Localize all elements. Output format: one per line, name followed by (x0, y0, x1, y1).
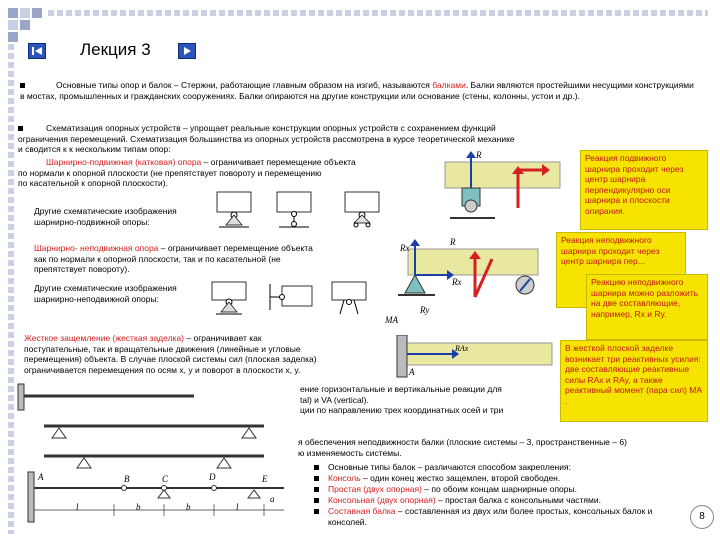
fixed-hinge-other-2: шарнирно-неподвижной опоры: (34, 293, 159, 304)
static-note (298, 437, 708, 458)
variant-3 (345, 192, 379, 227)
fixed-hinge-other-caption (34, 283, 177, 304)
movable-other-1: Другие схематические изображения (34, 206, 177, 216)
dim-label-a: a (270, 494, 275, 504)
dim-label-l1: l (76, 502, 79, 512)
clamp-text (24, 333, 379, 375)
list-item: Консоль – один конец жестко защемлен, второй свободен. (314, 473, 684, 484)
clamp-label: Жесткое защемление (жесткая заделка) (24, 333, 184, 343)
intro-term: балками (432, 80, 466, 90)
clamp-desc-1: – ограничивает как (186, 333, 262, 343)
schema-line-2: ограничения перемещений. Схематизация большинства из опорных устройств рассмотрена в курсе теоретической механике (18, 133, 515, 144)
list-item: Составная балка – составленная из двух или более простых, консольных балок и консолей. (314, 506, 684, 528)
movable-desc-1: – ограничивает перемещение объекта (203, 157, 356, 167)
fixed-hinge-diagram (380, 235, 550, 330)
beam-label-B: B (124, 474, 130, 484)
prev-arrow-icon (29, 44, 45, 58)
prev-slide-button[interactable] (28, 43, 46, 59)
clamp-reaction-note: В жесткой плоской заделке возникает три реактивных усилия: две составляющие реактивные силы RAx и RAy, а также реактивный момент (пара сил) MA . (560, 340, 708, 422)
beam-label-E: E (262, 474, 268, 484)
list-item: Основные типы балок – различаются способом закрепления: (314, 462, 684, 473)
beam-label-C: C (162, 474, 169, 484)
movable-desc-2: по нормали к опорной плоскости (не препятствует повороту и перемещению (18, 167, 322, 178)
next-slide-button[interactable] (178, 43, 196, 59)
fixed-variant-1 (212, 282, 246, 314)
clamp-partial-3: ции по направлению трех координатных осей и три (300, 405, 504, 415)
reaction-Rx-label: Rx (400, 243, 410, 253)
page-number-badge: 8 (690, 505, 714, 529)
reaction-R-label-2: R (450, 237, 456, 247)
dim-label-l2: l (236, 502, 239, 512)
clamp-desc-4: ограничивается перемещения по осям x, y и поворот в плоскости x, y. (24, 364, 301, 375)
fixed-hinge-desc-1: – ограничивает перемещение объекта (160, 243, 313, 253)
fixed-hinge-text (34, 243, 379, 275)
clamp-partial-text (300, 384, 560, 416)
fixed-variant-3 (332, 282, 366, 314)
schema-line-3: и сводится к к нескольким типам опор: (18, 144, 171, 154)
intro-lead: Основные типы опор и балок – Стержни, работающие главным образом на изгиб, называются (56, 80, 430, 90)
movable-support-text (18, 157, 438, 189)
intro-rest: . Балки являются простейшими несущими конструкциями в мостах, промышленных и гражданских сооружениях. Балки опираются на другие конструкции или основание (стены, колонны, устои и др.). (20, 80, 694, 101)
beam-label-D: D (209, 472, 216, 482)
static-note-2: ю изменяемость системы. (298, 447, 402, 458)
list-item: Простая (двух опорная) – по обоим концам шарнирные опоры. (314, 484, 684, 495)
moment-MA-label: MA (385, 315, 398, 325)
clamp-A-label: A (409, 367, 415, 377)
clamp-partial-2: tal) и VA (vertical). (300, 394, 369, 405)
reaction-R-label: R (476, 150, 482, 160)
clamp-partial-1: ение горизонтальные и вертикальные реакции для (300, 384, 502, 394)
fixed-hinge-other-1: Другие схематические изображения (34, 283, 177, 293)
movable-other-caption (34, 206, 177, 227)
movable-other-2: шарнирно-подвижной опоры: (34, 216, 150, 227)
reaction-Ry-label: Ry (420, 305, 430, 315)
fixed-hinge-reaction-note: Реакция неподвижного шарнира проходит через центр шарнира пер... (556, 232, 686, 308)
clamp-desc-3: перемещения) объекта. В случае плоской системы сил (плоская заделка) (24, 354, 317, 364)
fixed-hinge-desc-2: как по нормали к опорной плоскости, так и по касательной (не (34, 253, 281, 264)
clamp-desc-2: поступательные, так и вращательные движения (линейные и угловые (24, 343, 301, 354)
movable-desc-3: по касательной к опорной плоскости). (18, 178, 168, 188)
intro-paragraph (20, 80, 700, 101)
fixed-variant-2 (270, 284, 312, 310)
list-item: Консольная (двух опорная) – простая балка с консольными частями. (314, 495, 684, 506)
reaction-Rx-label-2: Rx (452, 277, 462, 287)
fixed-hinge-variants (210, 280, 380, 318)
page-title: Лекция 3 (80, 40, 151, 59)
movable-hinge-diagram (400, 150, 565, 230)
movable-support-variants (215, 190, 390, 230)
movable-label: Шарнирно-подвижная (катковая) опора (46, 157, 202, 167)
reaction-RAx-label: RAx (455, 344, 469, 353)
beam-types-list (314, 462, 684, 528)
static-note-1: я обеспечения неподвижности балки (плоские системы – 3, пространственные – 6) (298, 437, 627, 447)
fixed-hinge-label: Шарнирно- неподвижная опора (34, 243, 159, 253)
fixed-hinge-desc-3: препятствует повороту). (34, 264, 130, 274)
fixed-hinge-decompose-note: Реакцию неподвижного шарнира можно разложить на две составляющие, например, Rx и Ry. (586, 274, 708, 340)
beam-label-A: A (38, 472, 44, 482)
dim-label-b2: b (186, 502, 191, 512)
next-arrow-icon (179, 44, 195, 58)
clamp-diagram (395, 335, 555, 380)
dim-label-b1: b (136, 502, 141, 512)
beam-examples-panel (14, 382, 296, 534)
movable-reaction-note: Реакция подвижного шарнира проходит через центр шарнира перпендикулярно оси шарнира и плоскости опирания. (580, 150, 708, 230)
variant-2 (277, 192, 311, 227)
schema-line-1: Схематизация опорных устройств – упрощает реальные конструкции опорных устройств с сохранением функций (46, 123, 496, 133)
variant-1 (217, 192, 251, 227)
